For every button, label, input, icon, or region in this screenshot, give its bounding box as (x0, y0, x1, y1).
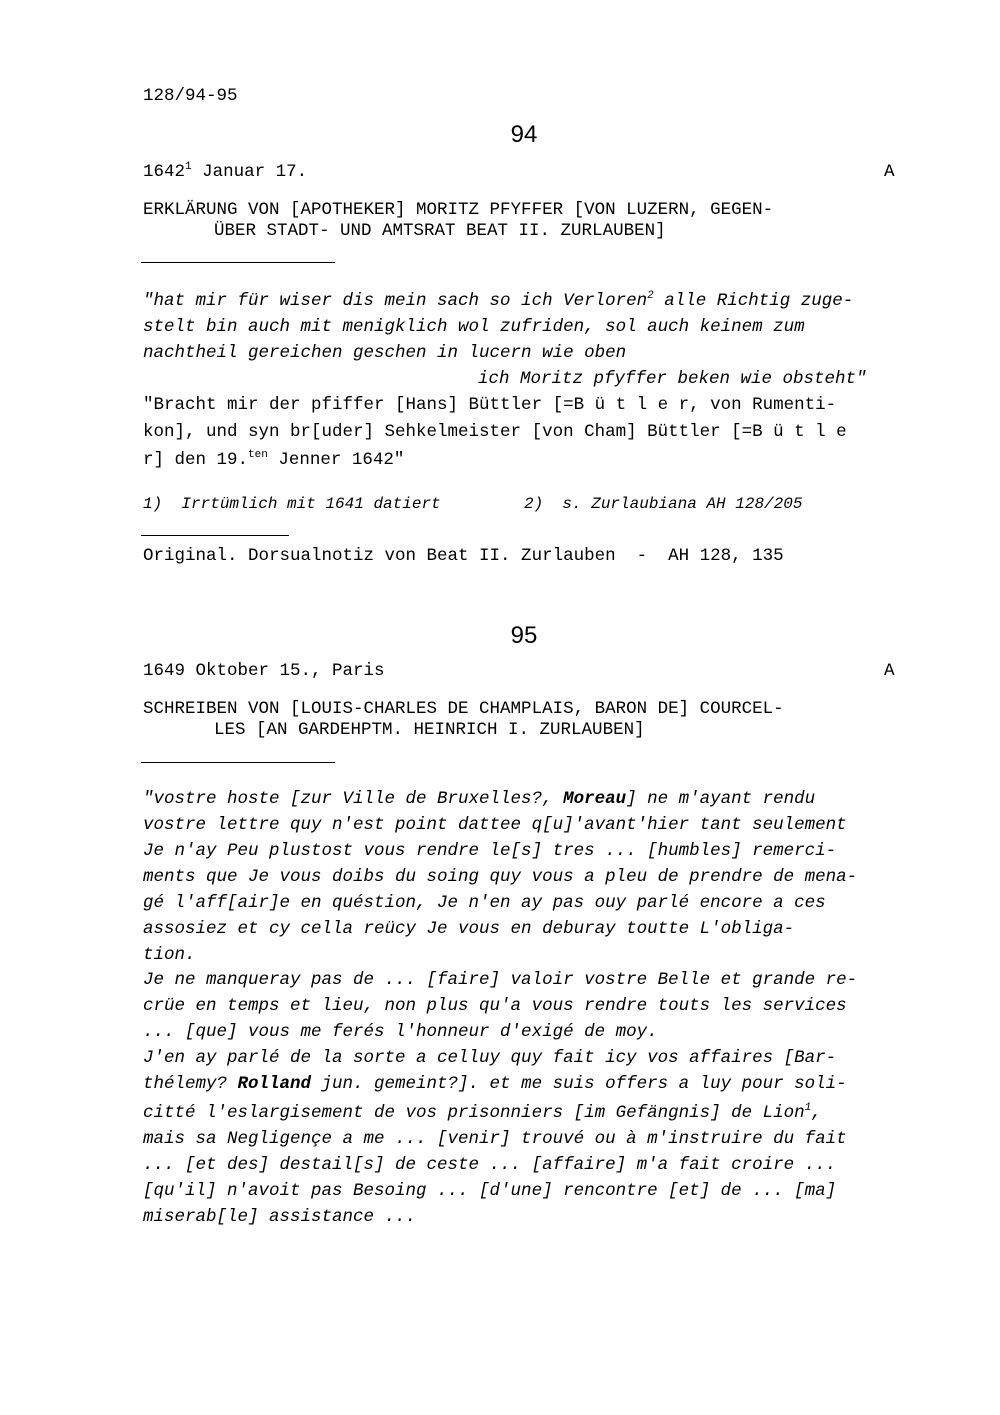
doc95-text-line: crüe en temps et lieu, non plus qu'a vous rendre touts les services (143, 996, 847, 1016)
doc95-text-line: tion. (143, 945, 196, 965)
doc94-title-line-2: ÜBER STADT- UND AMTSRAT BEAT II. ZURLAUBEN] (214, 221, 666, 241)
name-highlight: Moreau (563, 789, 627, 809)
doc95-text-line: ... [et des] destail[s] de ceste ... [affaire] m'a fait croire ... (143, 1155, 837, 1175)
doc95-text-line: mais sa Negligençe a me ... [venir] trouvé ou à m'instruire du fait (143, 1129, 847, 1149)
doc95-title-line-2: LES [AN GARDEHPTM. HEINRICH I. ZURLAUBEN] (214, 720, 645, 740)
doc94-source-note: Original. Dorsualnotiz von Beat II. Zurlauben - AH 128, 135 (143, 546, 784, 566)
page-reference: 128/94-95 (143, 86, 238, 106)
doc94-title-line-1: ERKLÄRUNG VON [APOTHEKER] MORITZ PFYFFER [VON LUZERN, GEGEN- (143, 200, 774, 220)
doc94-archive-letter: A (884, 162, 895, 182)
footnote-marker: 1 (185, 161, 192, 173)
footnote-rule (141, 535, 289, 536)
separator-rule (141, 262, 335, 263)
doc94-date: 1642$^1$ Januar 17. (143, 161, 308, 182)
doc94-note-line: kon], und syn br[uder] Sehkelmeister [von Cham] Büttler [=B ü t l e (143, 422, 847, 442)
doc95-text-line: Je ne manqueray pas de ... [faire] valoir vostre Belle et grande re- (143, 970, 858, 990)
separator-rule (141, 762, 335, 763)
doc95-archive-letter: A (884, 661, 895, 681)
doc95-text-line: "vostre hoste [zur Ville de Bruxelles?, Moreau] ne m'ayant rendu (143, 789, 816, 809)
doc95-text-line: [qu'il] n'avoit pas Besoing ... [d'une] rencontre [et] de ... [ma] (143, 1181, 837, 1201)
doc95-text-line: assosiez et cy cella reücy Je vous en deburay toutte L'obliga- (143, 919, 795, 939)
doc95-text-line: Je n'ay Peu plustost vous rendre le[s] tres ... [humbles] remerci- (143, 841, 837, 861)
doc95-text-line: vostre lettre quy n'est point dattee q[u]'avant'hier tant seulement (143, 815, 847, 835)
doc94-quote-line: nachtheil gereichen geschen in lucern wie oben (143, 343, 627, 363)
doc94-note-line: r] den 19.$^{ten}$ Jenner 1642" (143, 449, 405, 470)
document-number-95: 95 (510, 622, 538, 649)
doc95-text-line: gé l'aff[air]e en quéstion, Je n'en ay pas ouy parlé encore a ces (143, 893, 826, 913)
doc95-text-line: ... [que] vous me ferés l'honneur d'exigé de moy. (143, 1022, 658, 1042)
doc94-quote-line: "hat mir für wiser dis mein sach so ich Verloren$^2$ alle Richtig zuge- (143, 290, 854, 311)
doc94-note-line: "Bracht mir der pfiffer [Hans] Büttler [=B ü t l e r, von Rumenti- (143, 395, 837, 415)
doc95-text-line: miserab[le] assistance ... (143, 1207, 417, 1227)
name-highlight: Rolland (237, 1074, 312, 1094)
footnote-2: 2) s. Zurlaubiana AH 128/205 (524, 495, 803, 513)
doc95-text-line: citté l'eslargisement de vos prisonniers [im Gefängnis] de Lion$^1$, (143, 1102, 822, 1123)
footnote-1: 1) Irrtümlich mit 1641 datiert (143, 495, 441, 513)
doc95-text-line: J'en ay parlé de la sorte a celluy quy fait icy vos affaires [Bar- (143, 1048, 837, 1068)
doc94-signature-line: ich Moritz pfyffer beken wie obsteht" (478, 369, 867, 389)
document-number-94: 94 (510, 121, 538, 148)
doc95-text-line: thélemy? Rolland jun. gemeint?]. et me suis offers a luy pour soli- (143, 1074, 847, 1094)
doc94-quote-line: stelt bin auch mit menigklich wol zufriden, sol auch keinem zum (143, 317, 805, 337)
doc95-text-line: ments que Je vous doibs du soing quy vous a pleu de prendre de mena- (143, 867, 858, 887)
doc95-title-line-1: SCHREIBEN VON [LOUIS-CHARLES DE CHAMPLAIS, BARON DE] COURCEL- (143, 699, 784, 719)
doc95-date: 1649 Oktober 15., Paris (143, 661, 385, 681)
